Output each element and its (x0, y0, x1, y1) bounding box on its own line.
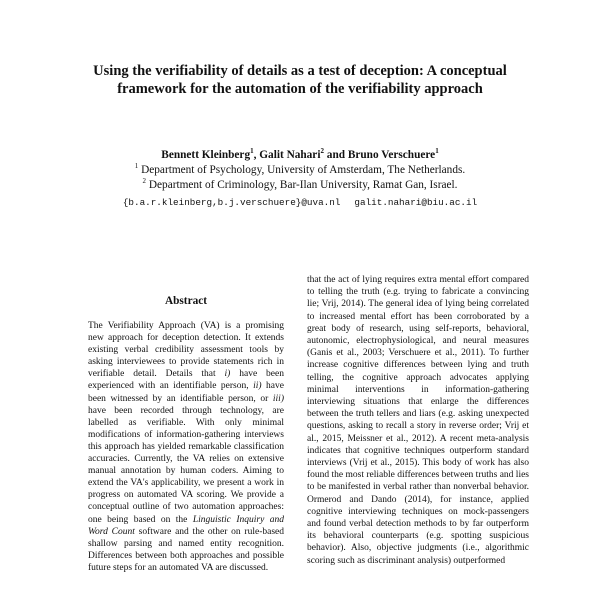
author-affil-mark: 1 (435, 147, 439, 156)
body-paragraph: that the act of lying requires extra mental effort compared to telling the truth (e.g. trying to fabricate a convincing lie; Vrij, 2014). The general idea of lying being correlated to increased mental effort has been corroborated by a great body of research, using self-reports, behavioral, autonomic, electrophysiological, and neural measures (Ganis et al., 2003; Verschuere et al., 2011). To further increase cognitive differences between lying and truth telling, the cognitive approach advocates applying minimal interventions in information-gathering interviewing situations that enlarge the differences between the truth tellers and liars (e.g. asking unexpected questions, asking to recall a story in reverse order; Vrij et al., 2015, Meissner et al., 2012). A recent meta-analysis indicates that cognitive techniques outperform standard interviews (Vrij et al., 2015). This body of work has also found the most reliable differences between truths and lies to be manifested in verbal rather than nonverbal behavior. Ormerod and Dando (2014), for instance, applied cognitive interviewing techniques on mock-passengers and found verbal detection methods to by far outperform its behavioral counterparts (e.g. spotting suspicious behavior). Also, objective judgments (i.e., algorithmic scoring such as discriminant analysis) outperformed (307, 275, 529, 566)
author-name: Bennett Kleinberg (161, 149, 251, 161)
author-names (60, 148, 540, 163)
affiliation-mark: 1 (134, 162, 139, 171)
author-separator: , (253, 149, 260, 161)
liwc-title: Linguistic Inquiry and Word Count (88, 514, 284, 537)
body-column-right (307, 274, 529, 600)
abstract-segment: have been witnessed by an identifiable person, or (88, 381, 284, 404)
affiliation-text: Department of Psychology, University of Amsterdam, The Netherlands. (141, 164, 466, 176)
abstract-text (88, 320, 284, 574)
author-name: Galit Nahari (259, 149, 321, 161)
abstract-segment: software and the other on rule-based shallow parsing and named entity recognition. Differences between both approaches and possible future steps for an automated VA are discussed. (88, 526, 284, 573)
abstract-segment: have been recorded through technology, are labelled as verifiable. With only minimal modifications of information-gathering interviews this approach has yielded remarkable classification accuracies. Currently, the VA relies on extensive manual annotation by human coders. Aiming to extend the VA's applicability, we present a work in progress on automated VA scoring. We provide a conceptual outline of two automation approaches: one being based on the (88, 405, 284, 525)
author-name: Bruno Verschuere (347, 149, 436, 161)
affiliation (60, 178, 540, 193)
affiliation (60, 163, 540, 178)
abstract-enum: iii) (272, 393, 284, 404)
abstract-segment: have been experienced with an identifiable person, (88, 369, 284, 392)
abstract-heading: Abstract (164, 295, 208, 307)
abstract-enum: i) (224, 369, 231, 380)
author-affil-mark: 1 (250, 147, 254, 156)
paper-title: Using the verifiability of details as a test of deception: A conceptual framework for the automation of the verifiability approach (93, 63, 507, 97)
abstract-segment: The Verifiability Approach (VA) is a promising new approach for deception detection. It extends existing verbal credibility assessment tools by asking interviewees to provide statements rich in verifiable detail. Details that (88, 321, 284, 380)
email-uva[interactable]: {b.a.r.kleinberg,b.j.verschuere}@uva.nl (122, 197, 341, 208)
author-emails (60, 195, 540, 210)
author-separator: and (323, 149, 348, 161)
abstract-enum: ii) (253, 381, 262, 392)
author-affil-mark: 2 (320, 147, 324, 156)
affiliation-mark: 2 (142, 177, 147, 186)
affiliation-text: Department of Criminology, Bar-Ilan University, Ramat Gan, Israel. (148, 179, 458, 191)
author-block (60, 148, 540, 210)
email-biu[interactable]: galit.nahari@biu.ac.il (354, 197, 478, 208)
